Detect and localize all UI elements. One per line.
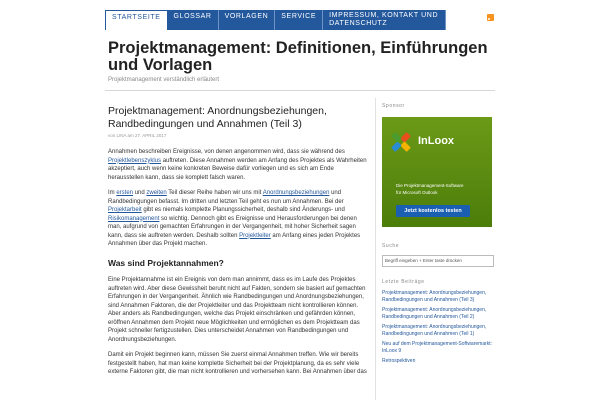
link-zweiten[interactable]: zweiten <box>146 190 167 196</box>
main-content <box>108 100 370 384</box>
recent-post-link[interactable]: Projektmanagement: Anordnungsbeziehungen, Randbedingungen und Annahmen (Teil 1) <box>382 324 487 337</box>
ad-try-free-button[interactable]: Jetzt kostenlos testen <box>396 205 470 217</box>
nav-item-impressum[interactable]: IMPRESSUM, KONTAKT UND DATENSCHUTZ <box>323 10 446 30</box>
recent-post-link[interactable]: Neu auf dem Projektmanagement-Softwaremarkt: InLoox 9 <box>382 341 493 354</box>
site-title[interactable]: Projektmanagement: Definitionen, Einführungen und Vorlagen <box>108 39 488 74</box>
search-input[interactable] <box>382 255 494 267</box>
paragraph-1: Annahmen beschreiben Ereignisse, von denen angenommen wird, dass sie während des Projektlebenszyklus auftreten. Diese Annahmen werden am Anfang des Projektes als Wahrheiten akzeptiert, auch wenn keine konkreten Beweise dafür vorliegen und es sich am Ende herausstellen kann, dass sie komplett falsch waren. <box>108 149 367 181</box>
recent-post-link[interactable]: Projektmanagement: Anordnungsbeziehungen, Randbedingungen und Annahmen (Teil 3) <box>382 290 487 303</box>
paragraph-2: Im ersten und zweiten Teil dieser Reihe haben wir uns mit Anordnungsbeziehungen und Randbedingungen befasst. Im dritten und letzten Teil geht es nun um Annahmen. Bei der Projektarbeit gibt es niemals komplette Planungssicherheit, deshalb sind Änderungs- und Risikomanagement so wichtig. Dennoch gibt es Ereignisse und Herausforderungen bei denen man, aufgrund von gemachten Erfahrungen in der Vergangenheit, mit hoher Sicherheit sagen kann, dass sie auftreten werden. Deshalb sollten Projektleiter am Anfang eines jeden Projektes Annahmen über das Projekt machen. <box>108 190 361 247</box>
link-projektleiter[interactable]: Projektleiter <box>239 232 271 239</box>
post-title[interactable]: Projektmanagement: Anordnungsbeziehungen, Randbedingungen und Annahmen (Teil 3) <box>108 105 327 130</box>
recent-posts-heading: Letzte Beiträge <box>382 279 425 285</box>
recent-post-link[interactable]: Projektmanagement: Anordnungsbeziehungen, Randbedingungen und Annahmen (Teil 2) <box>382 307 487 320</box>
recent-posts-list <box>382 290 494 365</box>
rss-icon[interactable] <box>487 14 494 21</box>
top-nav <box>105 10 446 30</box>
site-description: Projektmanagement verständlich erläutert <box>108 77 220 83</box>
paragraph-4: Damit ein Projekt beginnen kann, müssen Sie zuerst einmal Annahmen treffen. Wie wir bereits festgestellt haben, hat man keine komplette Sicherheit bei der Projektplanung, da es sehr viele externe Faktoren gibt, die man nicht kontrollieren und vorhersehen kann. Bei Annahmen über das <box>108 352 367 375</box>
post-body <box>108 148 370 377</box>
link-ersten[interactable]: ersten <box>116 190 134 196</box>
inloox-logo-icon <box>390 131 412 153</box>
header-divider <box>105 90 495 91</box>
section-heading: Was sind Projektannahmen? <box>108 257 224 268</box>
sidebar <box>382 100 494 369</box>
nav-item-glossar[interactable]: GLOSSAR <box>168 10 219 30</box>
nav-item-startseite[interactable]: STARTSEITE <box>105 10 168 30</box>
sponsor-heading: Sponsor <box>382 103 405 109</box>
recent-post-link[interactable]: Retrospektiven <box>382 358 416 364</box>
inloox-ad-banner[interactable] <box>382 117 492 227</box>
ad-tagline-1: Die Projektmanagement-Software <box>396 183 464 188</box>
ad-brand: InLoox <box>418 135 455 147</box>
ad-tagline-2: für Microsoft Outlook <box>396 190 438 195</box>
link-anordnungsbeziehungen[interactable]: Anordnungsbeziehungen <box>262 190 330 196</box>
search-heading: Suche <box>382 243 400 249</box>
link-projektarbeit[interactable]: Projektarbeit <box>108 207 142 213</box>
column-divider <box>375 98 376 400</box>
link-risikomanagement[interactable]: Risikomanagement <box>108 215 160 222</box>
link-projektlebenszyklus[interactable]: Projektlebenszyklus <box>108 157 162 164</box>
nav-item-service[interactable]: SERVICE <box>275 10 323 30</box>
nav-item-vorlagen[interactable]: VORLAGEN <box>219 10 276 30</box>
post-meta: von LINA am 27. APRIL 2017 <box>108 133 167 138</box>
paragraph-3: Eine Projektannahme ist ein Ereignis von dem man annimmt, dass es im Laufe des Projektes auftreten wird. Aber diese Gewissheit beruht nicht auf Fakten, sondern sie basiert auf gemachten Erfahrungen in der Vergangenheit. Ähnlich wie Randbedingungen und Anordnungsbeziehungen, sind Annahmen Faktoren, die der Projektleiter und das Projektteam nicht kontrollieren können. Aber anders als Randbedingungen, welche das Projekt einschränken und gefährden können, eröffnen Annahmen dem Projekt neue Möglichkeiten und ermöglichen es dem Projektteam das Projekt schneller fertigzustellen. Dies unterscheidet Annahmen von Randbedingungen und Anordnungsbeziehungen. <box>108 277 366 343</box>
